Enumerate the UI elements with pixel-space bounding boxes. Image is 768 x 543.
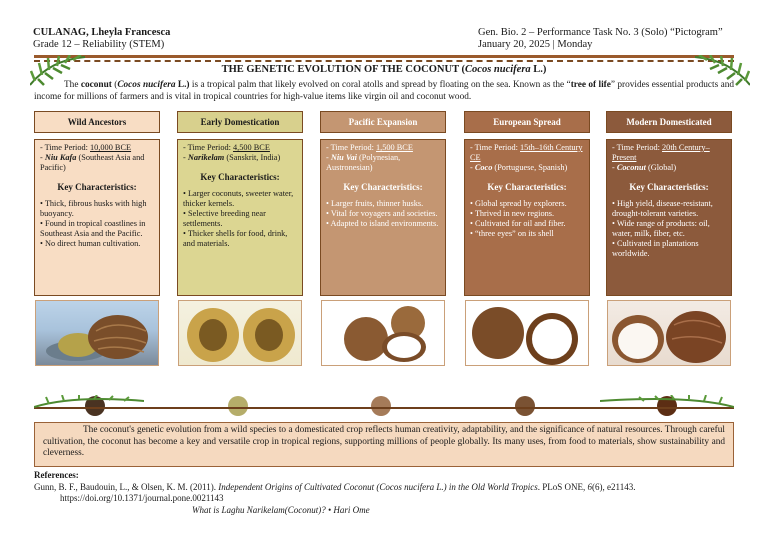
time-period: - Time Period: 20th Century–Present — [612, 143, 710, 162]
task-date: January 20, 2025 | Monday — [478, 39, 593, 50]
student-grade: Grade 12 – Reliability (STEM) — [33, 39, 165, 50]
trait-item: • Thrived in new regions. — [470, 209, 555, 218]
stage-name: - Coconut (Global) — [612, 163, 677, 172]
stage-name: - Coco (Portuguese, Spanish) — [470, 163, 568, 172]
time-period: - Time Period: 15th–16th Century CE — [470, 143, 583, 162]
stage-card — [177, 139, 303, 296]
time-period: - Time Period: 10,000 BCE — [40, 143, 132, 152]
stage-label: Pacific Expansion — [320, 111, 446, 133]
trait-item: • Selective breeding near settlements. — [183, 209, 266, 228]
page-title: THE GENETIC EVOLUTION OF THE COCONUT (Cocos nucifera L.) — [221, 64, 547, 75]
top-dashed-border — [34, 60, 734, 62]
stage-header — [34, 111, 160, 133]
trait-item: • Global spread by explorers. — [470, 199, 567, 208]
key-characteristics-heading: Key Characteristics: — [487, 182, 567, 192]
stage-label: European Spread — [464, 111, 590, 133]
stage-header — [464, 111, 590, 133]
palm-leaf-icon — [34, 395, 144, 409]
intro-paragraph: The coconut (Cocos nucifera L.) is a tropical palm that likely evolved on coral atolls and spread by floating on the sea. Known as the “tree of life” provides essential products and income for millions of farmers and is vital in tropical countries for high-value items like virgin oil and coconut wood. — [34, 80, 735, 102]
student-info — [33, 27, 170, 51]
stage-label: Wild Ancestors — [34, 111, 160, 133]
trait-item: • “three eyes” on its shell — [470, 229, 554, 238]
trait-item: • Thicker shells for food, drink, and materials. — [183, 229, 288, 248]
trait-item: • Larger coconuts, sweeter water, thicker kernels. — [183, 189, 294, 208]
top-border — [34, 55, 734, 58]
reference-item: What is Laghu Narikelam(Coconut)? • Hari Ome — [192, 504, 370, 515]
trait-item: • Larger fruits, thinner husks. — [326, 199, 424, 208]
stage-label: Modern Domesticated — [606, 111, 732, 133]
coconut-image — [35, 300, 159, 366]
time-period: - Time Period: 4,500 BCE — [183, 143, 270, 152]
stage-name: - Narikelam (Sanskrit, India) — [183, 153, 281, 162]
trait-item: • High yield, disease-resistant, drought-tolerant varieties. — [612, 199, 713, 218]
trait-item: • Cultivated for oil and fiber. — [470, 219, 566, 228]
coconut-image — [178, 300, 302, 366]
timeline-dot — [371, 396, 391, 416]
conclusion-paragraph: The coconut's genetic evolution from a wild species to a domesticated crop reflects human creativity, adaptability, and the significance of natural resources. Through careful cultivation, the coconut has become a key and versatile crop in tropical regions, supporting millions of people globally. Its many uses, from food to materials, show sustainability and cleverness. — [34, 422, 734, 467]
trait-item: • Wide range of products: oil, water, milk, fiber, etc. — [612, 219, 710, 238]
timeline-dot — [228, 396, 248, 416]
key-characteristics-heading: Key Characteristics: — [343, 182, 423, 192]
time-period: - Time Period: 1,500 BCE — [326, 143, 413, 152]
references-heading: References: — [34, 470, 79, 480]
timeline-dot — [515, 396, 535, 416]
student-name: CULANAG, Lheyla Francesca — [33, 27, 171, 38]
trait-item: • No direct human cultivation. — [40, 239, 141, 248]
trait-item: • Found in tropical coastlines in Southeast Asia and the Pacific. — [40, 219, 146, 238]
coconut-image — [321, 300, 445, 366]
key-characteristics-heading: Key Characteristics: — [200, 172, 280, 182]
key-characteristics-heading: Key Characteristics: — [57, 182, 137, 192]
coconut-image — [607, 300, 731, 366]
palm-leaf-icon — [600, 395, 734, 409]
coconut-image — [465, 300, 589, 366]
stage-header — [177, 111, 303, 133]
stage-label: Early Domestication — [177, 111, 303, 133]
stage-name: - Niu Kafa (Southeast Asia and Pacific) — [40, 153, 145, 172]
stage-header — [606, 111, 732, 133]
stage-name: - Niu Vai (Polynesian, Austronesian) — [326, 153, 401, 172]
key-characteristics-heading: Key Characteristics: — [629, 182, 709, 192]
stage-card — [320, 139, 446, 296]
references — [34, 470, 746, 516]
trait-item: • Thick, fibrous husks with high buoyancy. — [40, 199, 147, 218]
stage-card — [34, 139, 160, 296]
reference-item: Gunn, B. F., Baudouin, L., & Olsen, K. M. (2011). Independent Origins of Cultivated Coconut (Cocos nucifera L.) in the Old World Tropics. PLoS ONE, 6(6), e21143. https://doi.org/10.1371/journal.pone.0021143 — [34, 481, 636, 503]
task-info — [478, 27, 723, 51]
trait-item: • Vital for voyagers and societies. — [326, 209, 438, 218]
trait-item: • Cultivated in plantations worldwide. — [612, 239, 699, 258]
task-title: Gen. Bio. 2 – Performance Task No. 3 (Solo) “Pictogram” — [478, 27, 723, 38]
stage-header — [320, 111, 446, 133]
stage-card — [464, 139, 590, 296]
trait-item: • Adapted to island environments. — [326, 219, 439, 228]
stage-card — [606, 139, 732, 296]
